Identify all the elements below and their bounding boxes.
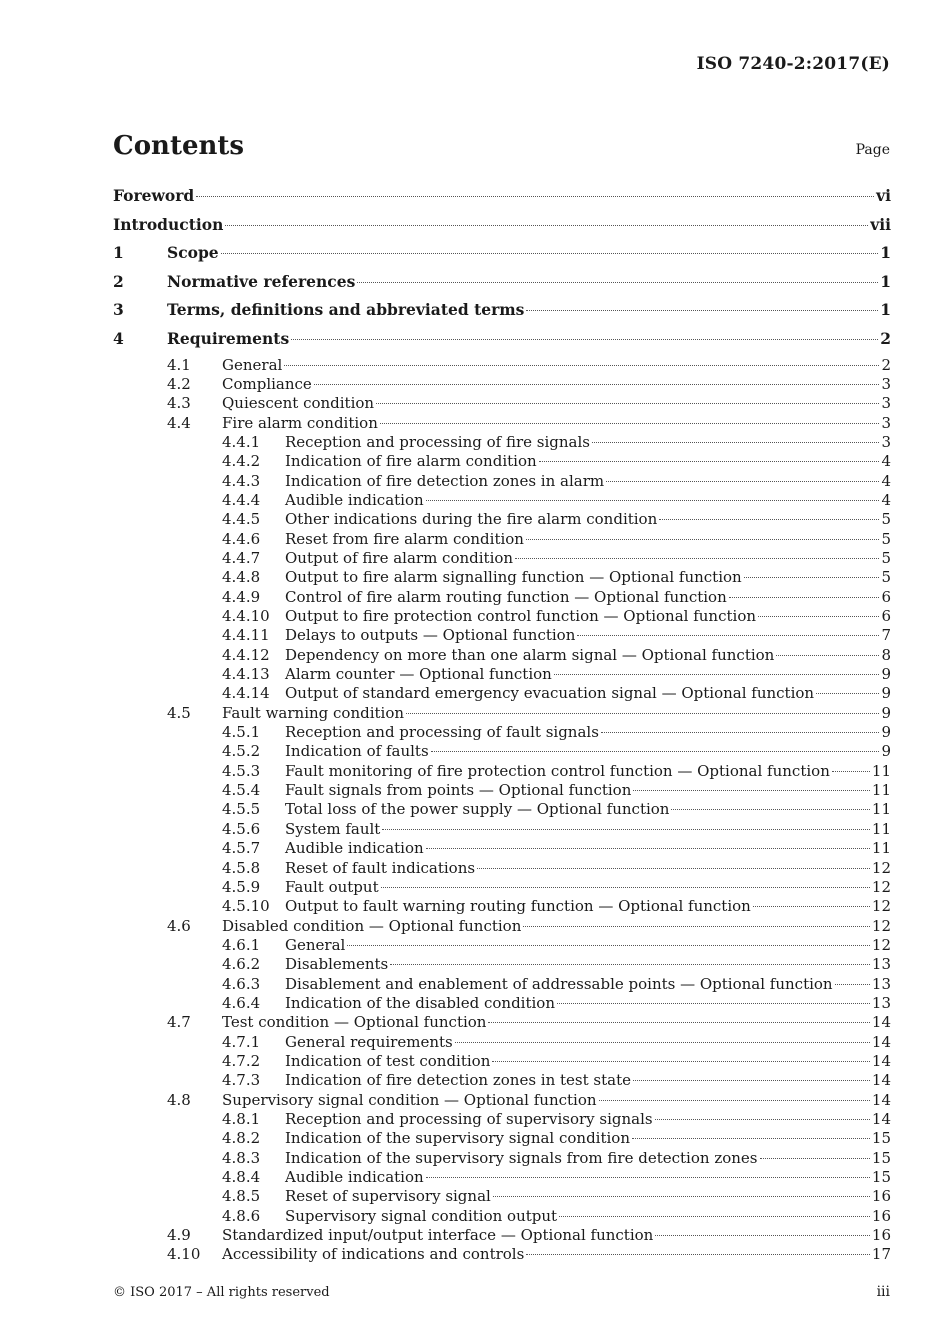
toc-entry[interactable] [113,270,891,299]
toc-entry[interactable] [113,1245,891,1264]
toc-entry-page: 14 [871,1109,891,1128]
toc-entry-page: 16 [871,1226,891,1245]
toc-entry[interactable] [113,394,891,413]
toc-entry[interactable] [113,1168,891,1187]
toc-entry-page: 16 [871,1187,891,1206]
contents-title: Contents [113,131,245,161]
toc-entry-number: 4.5.7 [222,839,261,858]
toc-entry-number: 4.4.13 [222,665,270,684]
toc-dot-leader [347,945,870,946]
toc-entry-number: 4.9 [167,1226,191,1245]
toc-entry[interactable] [113,878,891,897]
toc-dot-leader [291,339,878,340]
toc-entry-page: 12 [871,877,891,896]
toc-entry[interactable] [113,994,891,1013]
toc-entry-page: 12 [871,935,891,954]
toc-entry-page: 2 [880,328,891,348]
toc-entry-number: 4.6.2 [222,955,261,974]
toc-entry-title: Indication of the supervisory signal condition [285,1129,630,1148]
toc-entry-number: 4.5.2 [222,742,261,761]
toc-entry-title: Scope [167,243,219,263]
toc-entry-title: Delays to outputs — Optional function [285,626,576,645]
toc-entry-number: 4.1 [167,355,191,374]
toc-entry-number: 4.4.4 [222,490,261,509]
toc-entry-number: 2 [113,271,124,291]
toc-dot-leader [357,282,878,283]
toc-entry-number: 4.5.5 [222,800,261,819]
toc-entry-title: Output of fire alarm condition [285,549,514,567]
toc-entry-title: Total loss of the power supply — Optional function [285,800,670,819]
toc-entry-number: 4.5.4 [222,781,261,800]
toc-entry-page: vi [876,186,891,205]
toc-entry[interactable] [113,626,891,645]
toc-entry-page: 9 [881,665,891,684]
toc-entry[interactable] [113,472,891,491]
page-column-label: Page [855,142,890,158]
toc-entry-title: Reception and processing of fault signals [285,723,599,742]
toc-dot-leader [431,751,880,752]
toc-dot-leader [426,500,880,501]
toc-entry-title: Terms, definitions and abbreviated terms [167,300,525,320]
toc-entry-page: 17 [871,1245,891,1264]
toc-entry-number: 4.8.6 [222,1206,261,1225]
toc-entry-title: Fault warning condition [222,703,405,722]
toc-entry[interactable] [113,762,891,781]
toc-dot-leader [729,597,880,598]
toc-entry[interactable] [113,549,891,568]
toc-entry-page: 14 [871,1071,891,1090]
toc-entry[interactable] [113,1187,891,1206]
toc-entry-page: 2 [881,355,891,374]
toc-entry[interactable] [113,897,891,916]
toc-entry-title: Output to fault warning routing function — Optional function [285,897,751,916]
toc-entry[interactable] [113,1052,891,1071]
toc-entry-number: 4.10 [167,1245,201,1264]
toc-entry-title: Reception and processing of fire signals [285,432,590,451]
toc-entry-title: Indication of fire alarm condition [285,452,537,471]
toc-dot-leader [655,1119,870,1120]
toc-dot-leader [601,732,880,733]
toc-entry[interactable] [113,917,891,936]
toc-entry[interactable] [113,433,891,452]
toc-entry-title: Indication of faults [285,742,429,761]
toc-entry-page: 16 [871,1206,891,1225]
toc-entry[interactable] [113,414,891,433]
toc-entry-title: Quiescent condition [222,394,375,413]
toc-entry-title: System fault [285,819,381,838]
toc-entry[interactable] [113,1207,891,1226]
toc-entry-page: 15 [871,1148,891,1167]
toc-entry-number: 4.5.3 [222,761,261,780]
toc-entry-number: 4.4.14 [222,684,270,703]
toc-entry[interactable] [113,298,891,327]
toc-dot-leader [426,848,870,849]
toc-entry[interactable] [113,800,891,819]
toc-dot-leader [455,1042,870,1043]
toc-entry-page: 3 [881,413,891,432]
toc-entry[interactable] [113,704,891,723]
toc-entry-number: 4.4.7 [222,549,261,567]
toc-dot-leader [592,442,879,443]
toc-entry-page: 15 [871,1129,891,1148]
toc-entry-title: Output of standard emergency evacuation signal — Optional function [285,684,815,703]
toc-entry-title: Reset from fire alarm condition [285,529,524,548]
toc-dot-leader [760,1158,870,1159]
toc-entry-number: 4.8.1 [222,1109,261,1128]
toc-dot-leader [493,1196,870,1197]
toc-entry-number: 4.2 [167,374,191,393]
toc-dot-leader [477,868,870,869]
toc-entry-title: Supervisory signal condition output [285,1206,558,1225]
toc-entry-page: 4 [881,471,891,490]
toc-entry[interactable] [113,184,891,213]
toc-entry-page: 4 [881,490,891,509]
toc-dot-leader [753,906,870,907]
toc-entry-page: 9 [881,703,891,722]
toc-entry-number: 4.4.6 [222,529,261,548]
toc-entry-number: 4.5.10 [222,897,270,916]
toc-entry-title: Fault output [285,877,379,896]
toc-dot-leader [426,1177,870,1178]
toc-entry-page: 3 [881,374,891,393]
toc-entry[interactable] [113,1110,891,1129]
toc-entry-title: Disablements [285,955,389,974]
toc-entry[interactable] [113,510,891,529]
footer-copyright: © ISO 2017 – All rights reserved [113,1285,330,1300]
toc-entry-page: 13 [871,955,891,974]
toc-entry-number: 3 [113,300,124,320]
toc-entry-title: Fire alarm condition [222,413,378,432]
toc-entry-title: Standardized input/output interface — Optional function [222,1226,654,1245]
toc-entry-number: 4.5.8 [222,858,261,877]
toc-entry-title: Audible indication [285,1168,424,1186]
toc-dot-leader [380,423,880,424]
toc-entry[interactable] [113,859,891,878]
toc-entry[interactable] [113,452,891,471]
toc-entry-page: 13 [871,974,891,993]
toc-entry-number: 4.8.5 [222,1187,261,1206]
toc-dot-leader [488,1022,869,1023]
toc-entry-number: 4.7.1 [222,1032,261,1051]
toc-entry-number: 4.4.10 [222,607,270,626]
toc-entry-title: Disablement and enablement of addressable points — Optional function [285,974,833,993]
toc-dot-leader [835,984,870,985]
toc-dot-leader [557,1003,870,1004]
toc-entry[interactable] [113,975,891,994]
toc-dot-leader [776,655,879,656]
toc-entry-title: Indication of the supervisory signals from fire detection zones [285,1148,758,1167]
toc-entry-page: 14 [871,1032,891,1051]
toc-dot-leader [659,519,879,520]
footer-page-number: iii [876,1284,890,1300]
toc-entry-title: Test condition — Optional function [222,1013,487,1032]
toc-entry-title: Fault signals from points — Optional function [285,781,632,800]
toc-dot-leader [492,1061,870,1062]
toc-entry-title: Control of fire alarm routing function — Optional function [285,587,727,606]
toc-entry-page: 3 [881,394,891,413]
toc-dot-leader [655,1235,870,1236]
toc-dot-leader [559,1216,870,1217]
toc-entry-title: Normative references [167,271,356,291]
toc-entry-page: 11 [871,761,891,780]
toc-entry-page: 11 [871,839,891,858]
toc-entry-title: Output to fire alarm signalling function — Optional function [285,568,742,587]
toc-entry-page: 6 [881,607,891,626]
toc-entry-number: 4.4.5 [222,510,261,529]
toc-entry-page: 8 [881,645,891,664]
toc-entry[interactable] [113,1129,891,1148]
toc-entry-number: 4.6.3 [222,974,261,993]
toc-entry-page: 9 [881,742,891,761]
toc-dot-leader [390,964,870,965]
toc-entry[interactable] [113,646,891,665]
toc-entry-number: 4.8.3 [222,1148,261,1167]
toc-entry-number: 4.4.12 [222,645,270,664]
toc-entry-page: 3 [881,432,891,451]
toc-entry-page: 9 [881,684,891,703]
toc-entry[interactable] [113,588,891,607]
toc-entry[interactable] [113,568,891,587]
toc-dot-leader [744,577,880,578]
toc-dot-leader [225,225,868,226]
toc-entry-page: 6 [881,587,891,606]
toc-entry-number: 4.3 [167,394,191,413]
toc-entry-page: 14 [871,1013,891,1032]
toc-entry[interactable] [113,1071,891,1090]
toc-entry[interactable] [113,213,891,242]
toc-entry[interactable] [113,241,891,270]
toc-entry-page: 11 [871,781,891,800]
toc-entry-title: Indication of fire detection zones in alarm [285,471,605,490]
toc-entry-number: 4.5.1 [222,723,261,742]
toc-entry-title: Compliance [222,374,312,393]
toc-dot-leader [816,693,879,694]
toc-entry-page: 5 [881,549,891,567]
toc-entry-page: 9 [881,723,891,742]
toc-dot-leader [832,771,870,772]
toc-entry-page: 13 [871,993,891,1012]
toc-entry-title: Foreword [113,186,195,205]
toc-entry-number: 4.8.2 [222,1129,261,1148]
toc-dot-leader [554,674,880,675]
toc-entry-number: 4.5 [167,703,191,722]
toc-entry-page: 12 [871,858,891,877]
toc-entry-page: 1 [880,271,891,291]
toc-entry-title: Disabled condition — Optional function [222,916,522,935]
toc-entry[interactable] [113,491,891,510]
toc-entry[interactable] [113,820,891,839]
toc-entry-page: 14 [871,1090,891,1109]
toc-entry-page: 11 [871,800,891,819]
toc-entry[interactable] [113,684,891,703]
toc-entry-title: Indication of fire detection zones in test state [285,1071,631,1090]
toc-entry-title: Requirements [167,328,290,348]
table-of-contents [113,184,891,1265]
toc-entry-number: 4.4 [167,413,191,432]
toc-entry-page: 12 [871,916,891,935]
toc-entry-number: 4 [113,328,124,348]
toc-entry[interactable] [113,936,891,955]
toc-entry-number: 4.4.8 [222,568,261,587]
toc-entry-number: 4.4.2 [222,452,261,471]
toc-dot-leader [406,713,879,714]
toc-dot-leader [314,384,880,385]
toc-dot-leader [382,829,870,830]
toc-entry[interactable] [113,781,891,800]
toc-dot-leader [633,790,870,791]
toc-entry[interactable] [113,665,891,684]
toc-entry-number: 4.7 [167,1013,191,1032]
toc-entry-page: 1 [880,300,891,320]
toc-entry[interactable] [113,742,891,761]
toc-entry-page: 5 [881,529,891,548]
toc-entry-page: 5 [881,510,891,529]
toc-dot-leader [599,1100,870,1101]
toc-dot-leader [526,1254,870,1255]
toc-entry-title: Reset of supervisory signal [285,1187,491,1206]
toc-entry-title: Dependency on more than one alarm signal — Optional function [285,645,775,664]
toc-entry-number: 4.5.6 [222,819,261,838]
toc-entry[interactable] [113,607,891,626]
toc-dot-leader [671,809,869,810]
toc-dot-leader [515,558,879,559]
toc-entry-title: Output to fire protection control function — Optional function [285,607,757,626]
toc-entry[interactable] [113,723,891,742]
toc-entry-page: vii [870,214,891,234]
toc-entry-page: 14 [871,1051,891,1070]
toc-entry[interactable] [113,955,891,974]
toc-entry-title: General [222,355,283,374]
toc-entry-number: 1 [113,243,124,263]
toc-entry-number: 4.8.4 [222,1168,261,1186]
toc-entry-title: Reset of fault indications [285,858,476,877]
toc-dot-leader [606,481,879,482]
toc-dot-leader [633,1080,870,1081]
toc-entry-page: 5 [881,568,891,587]
toc-dot-leader [381,887,870,888]
toc-dot-leader [196,196,874,197]
toc-entry-title: Indication of test condition [285,1051,491,1070]
toc-entry-number: 4.7.2 [222,1051,261,1070]
toc-entry-title: Other indications during the fire alarm condition [285,510,658,529]
toc-dot-leader [526,310,878,311]
toc-entry-number: 4.7.3 [222,1071,261,1090]
toc-entry[interactable] [113,356,891,375]
toc-entry-number: 4.5.9 [222,877,261,896]
toc-entry-title: Accessibility of indications and controls [222,1245,525,1264]
toc-entry[interactable] [113,1149,891,1168]
toc-dot-leader [539,461,880,462]
toc-entry[interactable] [113,327,891,356]
toc-entry[interactable] [113,530,891,549]
toc-dot-leader [376,403,879,404]
toc-entry[interactable] [113,1091,891,1110]
toc-entry-title: Introduction [113,214,224,234]
toc-entry-number: 4.4.1 [222,432,261,451]
toc-entry[interactable] [113,1013,891,1032]
toc-dot-leader [523,926,870,927]
toc-entry[interactable] [113,839,891,858]
toc-entry-title: Indication of the disabled condition [285,993,555,1012]
toc-entry[interactable] [113,375,891,394]
toc-entry-title: Audible indication [285,839,424,858]
toc-dot-leader [526,539,879,540]
toc-entry-page: 15 [871,1168,891,1186]
toc-entry-number: 4.4.3 [222,471,261,490]
toc-entry-title: General [285,935,346,954]
toc-entry-number: 4.6 [167,916,191,935]
toc-entry[interactable] [113,1226,891,1245]
toc-entry-page: 11 [871,819,891,838]
toc-entry-title: General requirements [285,1032,453,1051]
toc-entry[interactable] [113,1033,891,1052]
toc-entry-number: 4.4.9 [222,587,261,606]
toc-entry-title: Alarm counter — Optional function [285,665,552,684]
toc-entry-title: Reception and processing of supervisory signals [285,1109,653,1128]
toc-dot-leader [221,253,879,254]
toc-dot-leader [577,635,879,636]
toc-entry-number: 4.6.1 [222,935,261,954]
toc-entry-title: Fault monitoring of fire protection control function — Optional function [285,761,830,780]
toc-entry-number: 4.4.11 [222,626,270,645]
document-id: ISO 7240-2:2017(E) [696,54,890,74]
toc-entry-page: 7 [881,626,891,645]
toc-entry-number: 4.8 [167,1090,191,1109]
toc-entry-title: Supervisory signal condition — Optional function [222,1090,597,1109]
toc-entry-page: 1 [880,243,891,263]
toc-entry-page: 12 [871,897,891,916]
toc-dot-leader [758,616,879,617]
toc-dot-leader [284,365,879,366]
toc-dot-leader [632,1138,870,1139]
toc-entry-page: 4 [881,452,891,471]
toc-entry-number: 4.6.4 [222,993,261,1012]
toc-entry-title: Audible indication [285,490,424,509]
